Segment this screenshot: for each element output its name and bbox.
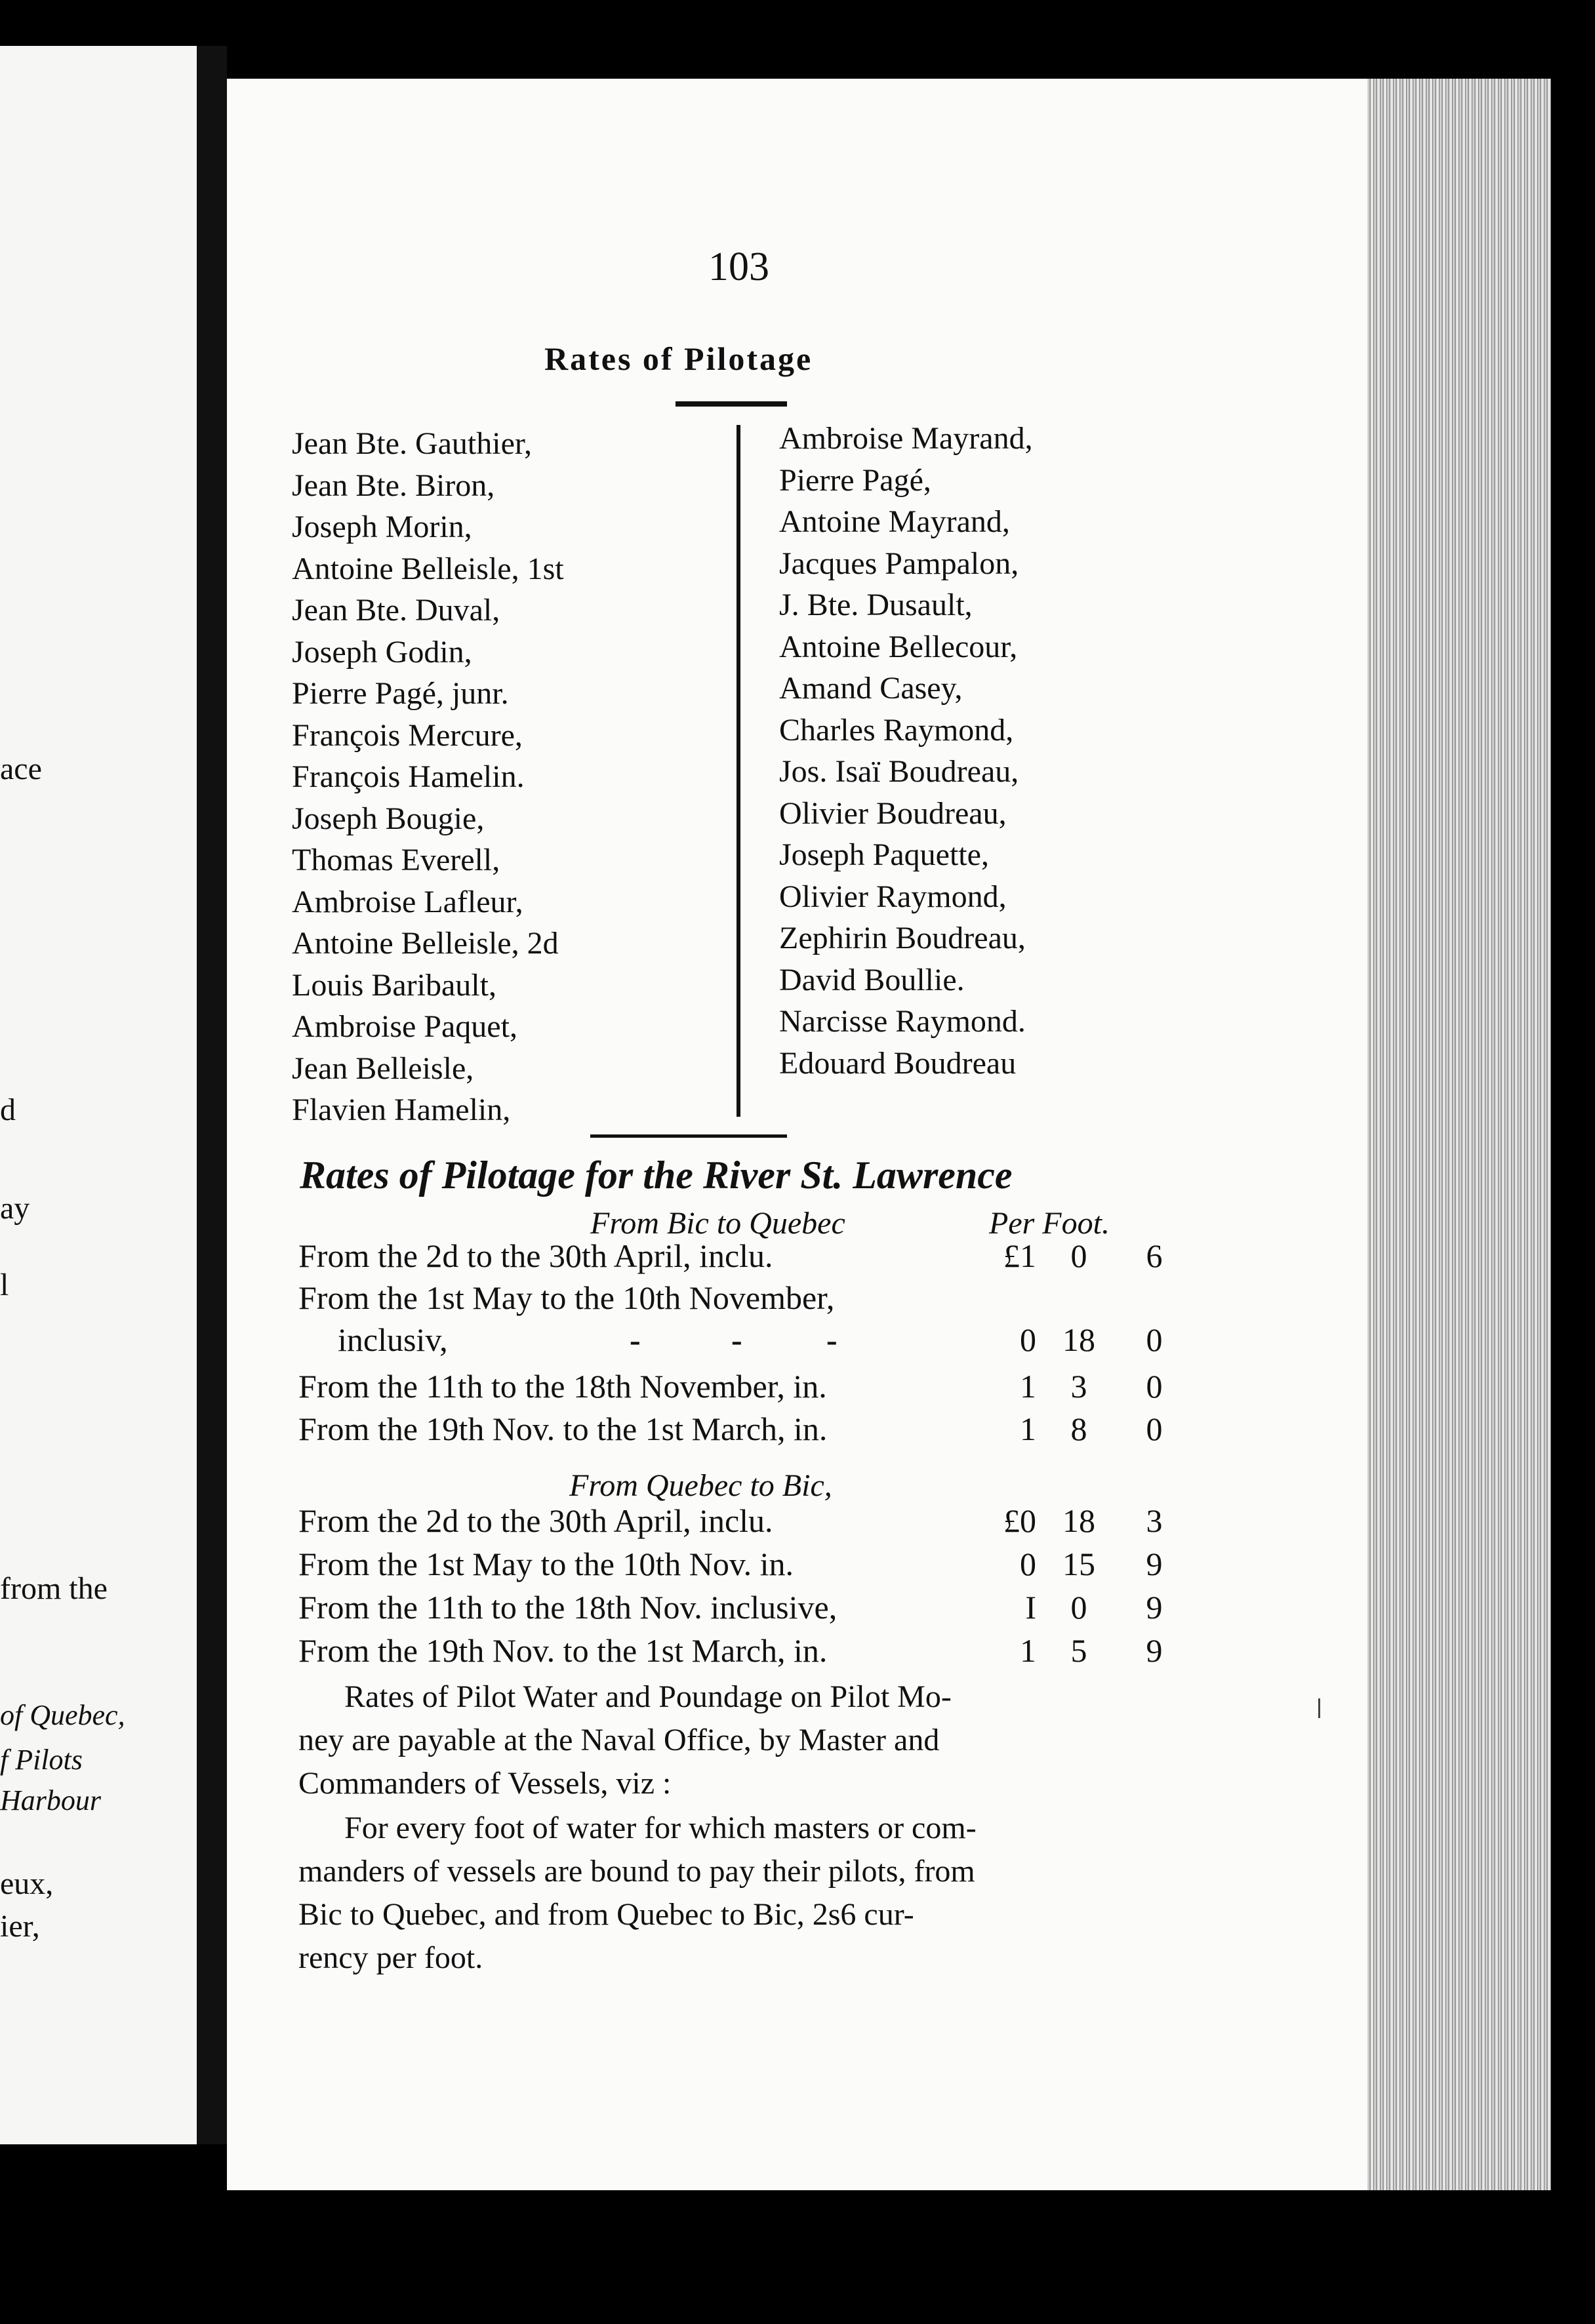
rate-desc: From the 2d to the 30th April, inclu. xyxy=(298,1237,773,1274)
rate-shillings: 8 xyxy=(1070,1411,1087,1447)
pilot-name: Antoine Mayrand, xyxy=(779,504,1010,539)
pilot-name: Pierre Pagé, junr. xyxy=(292,676,509,711)
rates-heading: Rates of Pilotage for the River St. Lawrence xyxy=(300,1153,1013,1197)
rate-pounds: 0 xyxy=(1020,1546,1036,1582)
rate-row xyxy=(298,1367,1197,1409)
pilot-name: Charles Raymond, xyxy=(779,712,1014,748)
rate-pence: 9 xyxy=(1146,1632,1163,1669)
rate-pence: 3 xyxy=(1146,1502,1163,1539)
rate-shillings: 18 xyxy=(1062,1502,1095,1539)
rate-pounds: 1 xyxy=(1020,1632,1036,1669)
rate-pounds: £0 xyxy=(1003,1502,1036,1539)
left-fragment: Harbour xyxy=(0,1784,102,1816)
pilot-name: François Hamelin. xyxy=(292,759,525,794)
rate-shillings: 0 xyxy=(1070,1237,1087,1274)
rate-shillings: 5 xyxy=(1070,1632,1087,1669)
rate-desc: From the 11th to the 18th Nov. inclusive, xyxy=(298,1589,838,1626)
rate-pence: 0 xyxy=(1146,1368,1163,1405)
rate-pounds: I xyxy=(1025,1589,1036,1626)
pilot-name: Pierre Pagé, xyxy=(779,462,931,498)
rate-desc: From the 11th to the 18th November, in. xyxy=(298,1368,827,1405)
pilot-name: Thomas Everell, xyxy=(292,843,500,877)
pilot-name: Antoine Bellecour, xyxy=(779,629,1018,664)
title-rule xyxy=(676,401,787,407)
pilot-name: Ambroise Mayrand, xyxy=(779,421,1033,456)
pilot-name: Jean Bte. Gauthier, xyxy=(292,426,532,461)
pilot-name: Joseph Paquette, xyxy=(779,837,989,872)
left-fragment: ay xyxy=(0,1191,30,1226)
rate-pence: 6 xyxy=(1146,1237,1163,1274)
rate-row xyxy=(298,1321,1197,1363)
pilot-name: Edouard Boudreau xyxy=(779,1045,1017,1081)
left-fragment: of Quebec, xyxy=(0,1699,125,1731)
paragraph-line: ney are payable at the Naval Office, by Master and xyxy=(298,1723,940,1757)
facing-page xyxy=(0,46,197,2144)
section-rule xyxy=(590,1134,787,1138)
rate-pounds: 1 xyxy=(1020,1368,1036,1405)
rate-pence: 9 xyxy=(1146,1589,1163,1626)
pilot-name: Joseph Morin, xyxy=(292,510,472,544)
rate-row xyxy=(298,1588,1197,1630)
section1-heading: From Bic to Quebec xyxy=(590,1206,845,1241)
paragraph-line: Rates of Pilot Water and Poundage on Pilot Mo- xyxy=(344,1679,952,1714)
paragraph-per-foot xyxy=(298,1807,1203,1980)
paragraph-line: manders of vessels are bound to pay their pilots, from xyxy=(298,1854,975,1889)
pilot-name: Joseph Godin, xyxy=(292,634,472,670)
rate-row xyxy=(298,1502,1197,1544)
rate-row xyxy=(298,1632,1197,1673)
rate-shillings: 0 xyxy=(1070,1589,1087,1626)
rate-shillings: 18 xyxy=(1062,1321,1095,1358)
paragraph-line: For every foot of water for which masters or com- xyxy=(344,1811,977,1845)
section2-heading: From Quebec to Bic, xyxy=(569,1468,832,1503)
left-fragment: from the xyxy=(0,1571,108,1606)
paragraph-line: Commanders of Vessels, viz : xyxy=(298,1766,672,1801)
rate-pence: 0 xyxy=(1146,1411,1163,1447)
rate-desc: From the 1st May to the 10th November, xyxy=(298,1279,835,1316)
rate-desc: From the 19th Nov. to the 1st March, in. xyxy=(298,1632,828,1669)
page-title: Rates of Pilotage xyxy=(544,340,813,377)
pilot-name: Olivier Boudreau, xyxy=(779,795,1007,831)
rate-row xyxy=(298,1410,1197,1452)
left-fragment: ier, xyxy=(0,1909,40,1944)
leader-dot: - xyxy=(630,1321,641,1358)
rate-row xyxy=(298,1279,1197,1321)
rate-shillings: 15 xyxy=(1062,1546,1095,1582)
leader-dot: - xyxy=(826,1321,838,1358)
pilot-list-left xyxy=(292,423,564,1131)
rate-desc: From the 1st May to the 10th Nov. in. xyxy=(298,1546,794,1582)
paragraph-line: rency per foot. xyxy=(298,1940,483,1975)
pilot-name: Jean Belleisle, xyxy=(292,1051,474,1086)
pilot-name: Ambroise Paquet, xyxy=(292,1009,517,1044)
paragraph-naval-office xyxy=(298,1675,1203,1805)
rate-desc: From the 2d to the 30th April, inclu. xyxy=(298,1502,773,1539)
pilot-name: Jean Bte. Biron, xyxy=(292,468,495,503)
pilot-name: Zephirin Boudreau, xyxy=(779,921,1026,955)
pilot-name: Jacques Pampalon, xyxy=(779,546,1019,581)
rate-desc: inclusiv, xyxy=(338,1321,448,1358)
book-gutter xyxy=(197,46,227,2144)
left-fragment: eux, xyxy=(0,1866,54,1901)
pilot-name: Joseph Bougie, xyxy=(292,801,485,836)
pilot-name: Amand Casey, xyxy=(779,671,963,706)
pilot-name: J. Bte. Dusault, xyxy=(779,588,973,622)
column-divider xyxy=(737,425,740,1117)
page-edges xyxy=(1367,79,1551,2190)
left-fragment: f Pilots xyxy=(0,1744,83,1776)
rate-shillings: 3 xyxy=(1070,1368,1087,1405)
pilot-name: Antoine Belleisle, 1st xyxy=(292,551,564,586)
page-number: 103 xyxy=(708,245,769,289)
pilot-list-right xyxy=(779,418,1033,1084)
pilot-name: Ambroise Lafleur, xyxy=(292,884,523,919)
pilot-name: Louis Baribault, xyxy=(292,967,496,1003)
rate-pounds: £1 xyxy=(1003,1237,1036,1274)
pilot-name: Narcisse Raymond. xyxy=(779,1004,1026,1039)
leader-dot: - xyxy=(731,1321,742,1358)
left-fragment: l xyxy=(0,1268,9,1302)
per-foot-heading: Per Foot. xyxy=(989,1206,1110,1241)
rate-pounds: 1 xyxy=(1020,1411,1036,1447)
pilot-name: Jean Bte. Duval, xyxy=(292,593,500,628)
pilot-name: David Boullie. xyxy=(779,962,965,997)
paragraph-line: Bic to Quebec, and from Quebec to Bic, 2s6 cur- xyxy=(298,1897,914,1932)
rate-row xyxy=(298,1545,1197,1587)
pilot-name: Antoine Belleisle, 2d xyxy=(292,926,559,961)
rate-row xyxy=(298,1237,1197,1279)
left-fragment: d xyxy=(0,1092,16,1127)
left-fragment: ace xyxy=(0,751,42,786)
pilot-name: Flavien Hamelin, xyxy=(292,1092,511,1127)
rate-desc: From the 19th Nov. to the 1st March, in. xyxy=(298,1411,828,1447)
rate-pence: 9 xyxy=(1146,1546,1163,1582)
margin-mark xyxy=(1318,1698,1320,1718)
pilot-name: François Mercure, xyxy=(292,717,523,753)
rate-pence: 0 xyxy=(1146,1321,1163,1358)
pilot-name: Olivier Raymond, xyxy=(779,879,1007,914)
rate-pounds: 0 xyxy=(1020,1321,1036,1358)
pilot-name: Jos. Isaï Boudreau, xyxy=(779,754,1019,789)
